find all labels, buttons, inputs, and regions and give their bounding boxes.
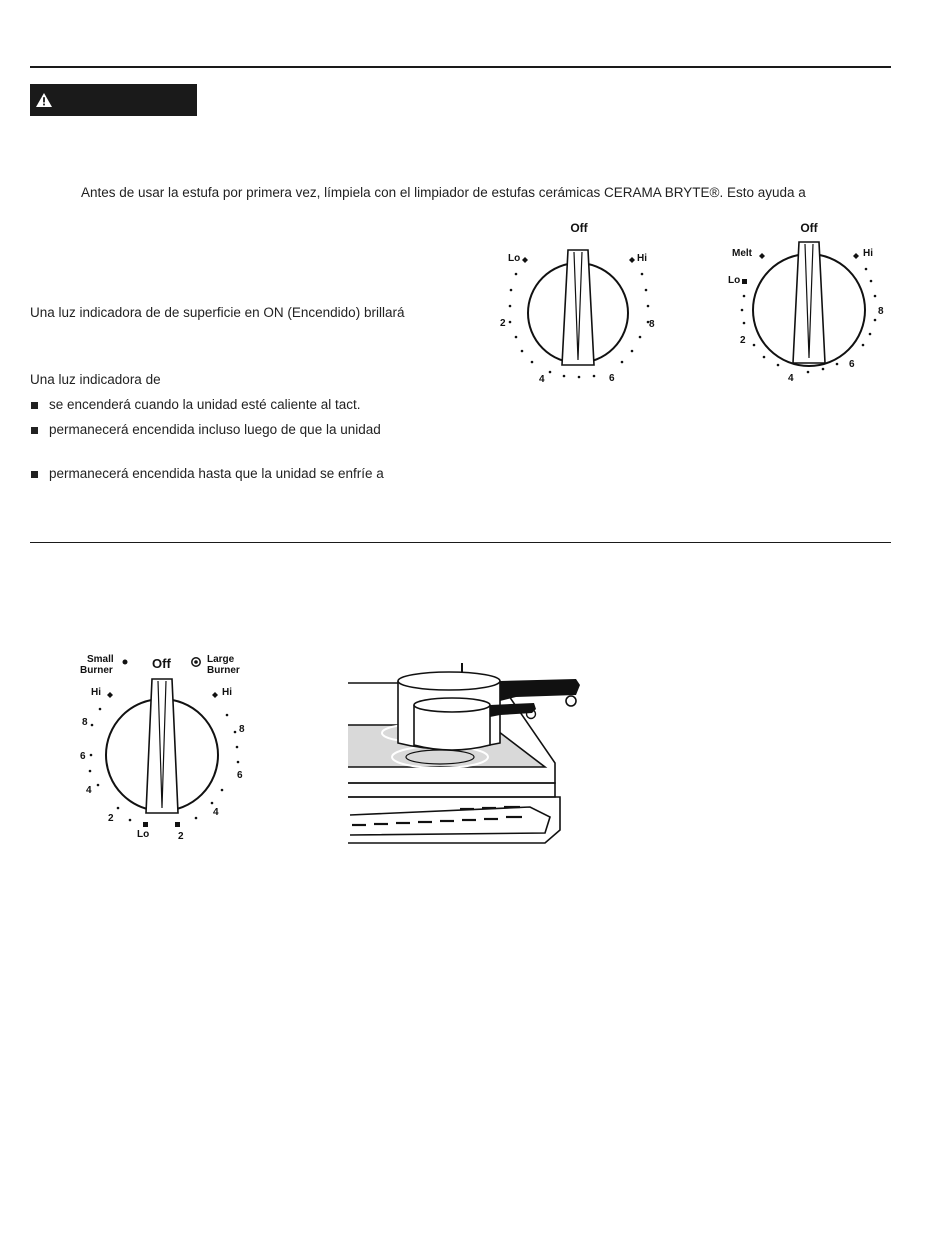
section-divider	[30, 542, 891, 543]
knob-label-small-2: 2	[108, 813, 114, 824]
knob-label-lo: Lo	[508, 253, 521, 264]
knob-label-6: 6	[849, 359, 855, 370]
knob-label-small-6: 6	[80, 751, 86, 762]
knob-label-melt: Melt	[732, 248, 752, 259]
knob-label-large-burner-2: Burner	[207, 665, 240, 676]
knob-label-large-6: 6	[237, 770, 243, 781]
list-item: se encenderá cuando la unidad esté caliente al tact.	[49, 397, 361, 412]
knob-label-large-2: 2	[178, 831, 184, 842]
indicator-on-text: Una luz indicadora de de superficie en ON (Encendido) brillará	[30, 305, 405, 320]
control-knob-melt	[720, 210, 910, 395]
knob-label-2: 2	[740, 335, 746, 346]
knob-label-lo: Lo	[728, 275, 741, 286]
list-item: permanecerá encendida incluso luego de que la unidad	[49, 422, 381, 437]
control-knob-standard	[490, 210, 680, 395]
knob-label-off: Off	[570, 221, 588, 235]
knob-label-hi-large: Hi	[222, 687, 232, 698]
warning-banner	[30, 84, 197, 116]
knob-label-small-burner: Small	[87, 654, 114, 665]
list-item: permanecerá encendida hasta que la unidad se enfríe a	[49, 466, 384, 481]
bullet-marker	[31, 471, 38, 478]
bullet-marker	[31, 402, 38, 409]
knob-label-8: 8	[649, 319, 655, 330]
knob-label-4: 4	[539, 374, 545, 385]
cooktop-with-pots-illustration	[340, 655, 590, 850]
knob-label-large-8: 8	[239, 724, 245, 735]
knob-label-hi: Hi	[863, 248, 873, 259]
knob-label-lo: Lo	[137, 829, 150, 840]
knob-label-large-4: 4	[213, 807, 219, 818]
knob-label-small-burner-2: Burner	[80, 665, 113, 676]
control-knob-dual-burner	[70, 645, 260, 850]
knob-label-hi: Hi	[637, 253, 647, 264]
knob-label-off: Off	[152, 656, 171, 671]
knob-label-8: 8	[878, 306, 884, 317]
knob-label-small-8: 8	[82, 717, 88, 728]
indicator-intro-text: Una luz indicadora de	[30, 372, 161, 387]
knob-label-small-4: 4	[86, 785, 92, 796]
knob-label-6: 6	[609, 373, 615, 384]
knob-label-large-burner: Large	[207, 654, 235, 665]
knob-label-4: 4	[788, 373, 794, 384]
knob-label-2: 2	[500, 318, 506, 329]
top-divider	[30, 66, 891, 68]
warning-triangle-icon	[36, 93, 52, 107]
knob-label-hi-small: Hi	[91, 687, 101, 698]
intro-paragraph: Antes de usar la estufa por primera vez, límpiela con el limpiador de estufas cerámicas CERAMA BRYTE®. Esto ayuda a	[81, 185, 806, 200]
knob-label-off: Off	[800, 221, 818, 235]
bullet-marker	[31, 427, 38, 434]
